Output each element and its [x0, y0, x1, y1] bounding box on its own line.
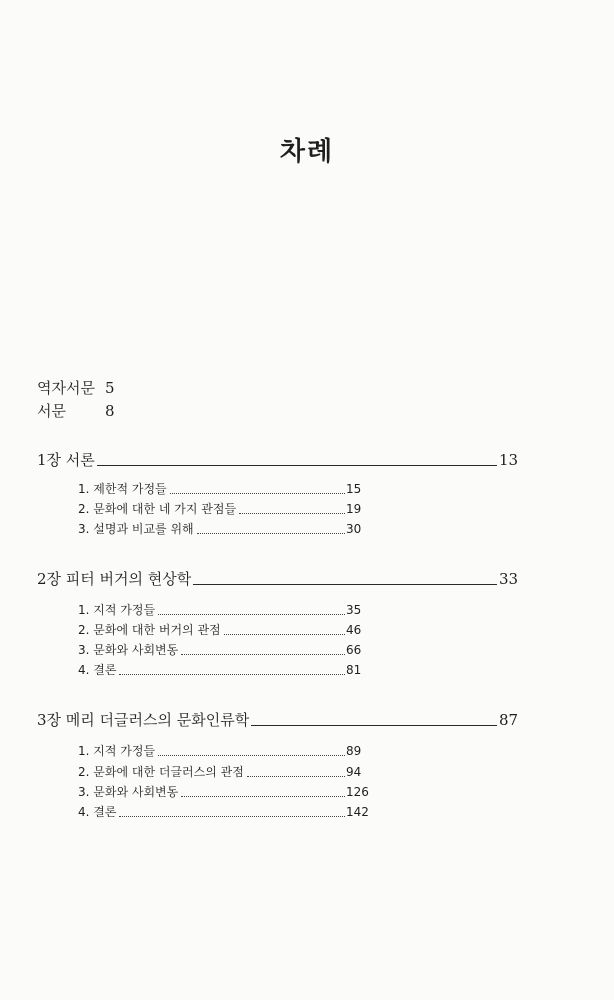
toc-chapter-1 [37, 449, 517, 469]
section-title: 3. 문화와 사회변동 [78, 785, 179, 799]
toc-entry-preface [37, 402, 115, 420]
section-page: 142 [346, 805, 369, 819]
chapter-page: 87 [499, 711, 519, 729]
section-title: 3. 설명과 비교를 위해 [78, 522, 194, 536]
toc-chapter-3 [37, 709, 517, 729]
section-title: 2. 문화에 대한 네 가지 관점들 [78, 502, 237, 516]
section-page: 126 [346, 785, 369, 799]
section-page: 46 [346, 623, 362, 637]
toc-section [78, 743, 366, 759]
toc-entry-translator-preface [37, 379, 115, 397]
chapter-title: 2장 피터 버거의 현상학 [37, 570, 192, 588]
chapter-page: 33 [499, 570, 519, 588]
section-page: 35 [346, 603, 362, 617]
chapter-leader-line [193, 584, 497, 585]
toc-section [78, 642, 366, 658]
section-page: 81 [346, 663, 362, 677]
section-leader-dots [224, 634, 345, 635]
chapter-title: 1장 서론 [37, 451, 95, 469]
chapter-title: 3장 메리 더글러스의 문화인류학 [37, 711, 250, 729]
section-leader-dots [158, 614, 345, 615]
section-page: 15 [346, 482, 362, 496]
section-title: 2. 문화에 대한 더글러스의 관점 [78, 765, 244, 779]
section-leader-dots [181, 796, 345, 797]
section-leader-dots [239, 513, 345, 514]
section-leader-dots [119, 816, 345, 817]
toc-section [78, 764, 366, 780]
section-title: 1. 지적 가정들 [78, 744, 156, 758]
section-leader-dots [170, 493, 345, 494]
page-title: 차례 [279, 137, 335, 167]
chapter-leader-line [251, 725, 497, 726]
section-title: 2. 문화에 대한 버거의 관점 [78, 623, 221, 637]
section-title: 3. 문화와 사회변동 [78, 643, 179, 657]
section-title: 1. 제한적 가정들 [78, 482, 167, 496]
section-leader-dots [197, 533, 345, 534]
section-leader-dots [119, 674, 345, 675]
toc-chapter-2 [37, 568, 517, 588]
toc-section [78, 622, 366, 638]
toc-entry-page: 8 [105, 402, 115, 420]
toc-section [78, 662, 366, 678]
section-page: 30 [346, 522, 362, 536]
toc-entry-title: 역자서문 [37, 379, 95, 397]
section-leader-dots [158, 755, 345, 756]
chapter-page: 13 [499, 451, 519, 469]
toc-section [78, 521, 366, 537]
section-page: 94 [346, 765, 362, 779]
section-page: 19 [346, 502, 362, 516]
section-page: 66 [346, 643, 362, 657]
section-title: 1. 지적 가정들 [78, 603, 156, 617]
toc-section [78, 804, 369, 820]
toc-section [78, 481, 366, 497]
section-title: 4. 결론 [78, 805, 117, 819]
toc-section [78, 784, 369, 800]
toc-section [78, 602, 366, 618]
section-leader-dots [181, 654, 345, 655]
section-leader-dots [247, 776, 345, 777]
toc-entry-page: 5 [105, 379, 115, 397]
section-title: 4. 결론 [78, 663, 117, 677]
toc-entry-title: 서문 [37, 402, 66, 420]
chapter-leader-line [97, 465, 497, 466]
toc-section [78, 501, 366, 517]
section-page: 89 [346, 744, 362, 758]
